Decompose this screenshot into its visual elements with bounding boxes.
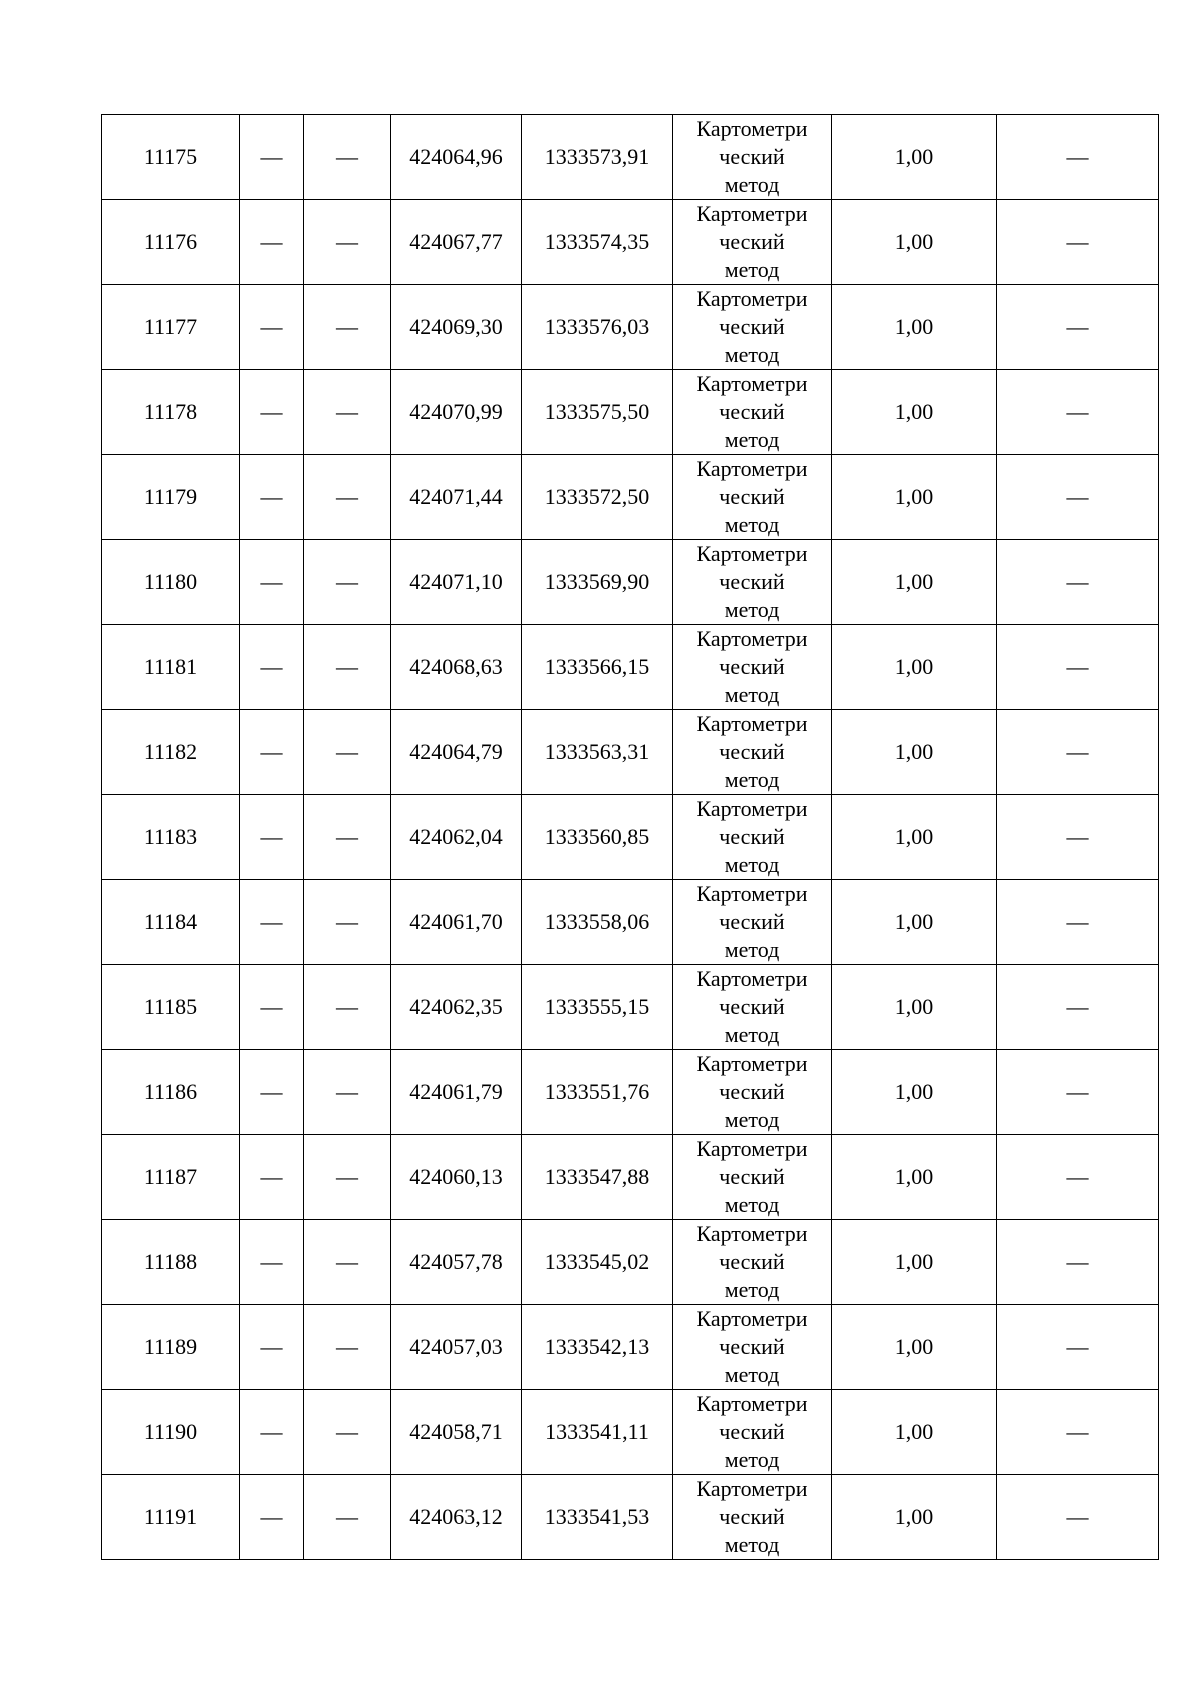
- y-coordinate-cell: 1333575,50: [522, 370, 673, 455]
- method-text-line: ческий: [719, 229, 785, 254]
- point-number-cell: 11186: [102, 1050, 240, 1135]
- y-coordinate-cell: 1333551,76: [522, 1050, 673, 1135]
- method-text-line: ческий: [719, 1164, 785, 1189]
- method-text-line: метод: [724, 1362, 780, 1387]
- accuracy-cell: 1,00: [832, 1475, 997, 1560]
- x-coordinate-cell: 424068,63: [391, 625, 522, 710]
- empty-value-cell: —: [240, 1390, 304, 1475]
- table-row: [102, 1305, 1159, 1390]
- accuracy-cell: 1,00: [832, 965, 997, 1050]
- method-text-line: ческий: [719, 484, 785, 509]
- table-row: [102, 965, 1159, 1050]
- description-cell: —: [997, 965, 1159, 1050]
- description-cell: —: [997, 1050, 1159, 1135]
- x-coordinate-cell: 424061,79: [391, 1050, 522, 1135]
- method-text-line: ческий: [719, 824, 785, 849]
- method-cell: [673, 1050, 832, 1135]
- method-text-line: Картометри: [696, 626, 808, 651]
- y-coordinate-cell: 1333573,91: [522, 115, 673, 200]
- description-cell: —: [997, 1135, 1159, 1220]
- empty-value-cell: —: [304, 1305, 391, 1390]
- empty-value-cell: —: [304, 1475, 391, 1560]
- method-text-line: Картометри: [696, 1136, 808, 1161]
- empty-value-cell: —: [240, 1050, 304, 1135]
- point-number-cell: 11189: [102, 1305, 240, 1390]
- empty-value-cell: —: [304, 540, 391, 625]
- description-cell: —: [997, 455, 1159, 540]
- y-coordinate-cell: 1333563,31: [522, 710, 673, 795]
- method-text-line: метод: [724, 767, 780, 792]
- x-coordinate-cell: 424057,03: [391, 1305, 522, 1390]
- method-cell: [673, 880, 832, 965]
- description-cell: —: [997, 370, 1159, 455]
- description-cell: —: [997, 795, 1159, 880]
- description-cell: —: [997, 1220, 1159, 1305]
- empty-value-cell: —: [304, 1390, 391, 1475]
- table-row: [102, 285, 1159, 370]
- method-text-line: ческий: [719, 569, 785, 594]
- method-cell: [673, 625, 832, 710]
- method-text-line: метод: [724, 1532, 780, 1557]
- method-text-line: Картометри: [696, 966, 808, 991]
- method-cell: [673, 1220, 832, 1305]
- method-text-line: Картометри: [696, 1391, 808, 1416]
- y-coordinate-cell: 1333541,53: [522, 1475, 673, 1560]
- table-row: [102, 1475, 1159, 1560]
- method-cell: [673, 1390, 832, 1475]
- empty-value-cell: —: [240, 115, 304, 200]
- x-coordinate-cell: 424063,12: [391, 1475, 522, 1560]
- point-number-cell: 11178: [102, 370, 240, 455]
- empty-value-cell: —: [240, 1135, 304, 1220]
- y-coordinate-cell: 1333545,02: [522, 1220, 673, 1305]
- method-text-line: ческий: [719, 1249, 785, 1274]
- accuracy-cell: 1,00: [832, 285, 997, 370]
- empty-value-cell: —: [304, 200, 391, 285]
- x-coordinate-cell: 424070,99: [391, 370, 522, 455]
- method-cell: [673, 795, 832, 880]
- point-number-cell: 11181: [102, 625, 240, 710]
- method-cell: [673, 1305, 832, 1390]
- method-text-line: метод: [724, 852, 780, 877]
- description-cell: —: [997, 880, 1159, 965]
- empty-value-cell: —: [240, 455, 304, 540]
- accuracy-cell: 1,00: [832, 625, 997, 710]
- empty-value-cell: —: [240, 965, 304, 1050]
- method-cell: [673, 1135, 832, 1220]
- point-number-cell: 11188: [102, 1220, 240, 1305]
- table-row: [102, 115, 1159, 200]
- table-row: [102, 370, 1159, 455]
- point-number-cell: 11182: [102, 710, 240, 795]
- method-text-line: метод: [724, 597, 780, 622]
- method-text-line: Картометри: [696, 711, 808, 736]
- x-coordinate-cell: 424062,04: [391, 795, 522, 880]
- description-cell: —: [997, 540, 1159, 625]
- document-page: [101, 114, 1158, 1560]
- y-coordinate-cell: 1333547,88: [522, 1135, 673, 1220]
- point-number-cell: 11179: [102, 455, 240, 540]
- y-coordinate-cell: 1333574,35: [522, 200, 673, 285]
- description-cell: —: [997, 1390, 1159, 1475]
- point-number-cell: 11190: [102, 1390, 240, 1475]
- point-number-cell: 11191: [102, 1475, 240, 1560]
- method-text-line: ческий: [719, 1504, 785, 1529]
- method-text-line: ческий: [719, 1334, 785, 1359]
- method-cell: [673, 965, 832, 1050]
- method-text-line: метод: [724, 1277, 780, 1302]
- point-number-cell: 11185: [102, 965, 240, 1050]
- x-coordinate-cell: 424064,79: [391, 710, 522, 795]
- y-coordinate-cell: 1333572,50: [522, 455, 673, 540]
- method-text-line: Картометри: [696, 456, 808, 481]
- x-coordinate-cell: 424067,77: [391, 200, 522, 285]
- accuracy-cell: 1,00: [832, 200, 997, 285]
- method-text-line: метод: [724, 1447, 780, 1472]
- method-text-line: ческий: [719, 1079, 785, 1104]
- method-text-line: Картометри: [696, 796, 808, 821]
- method-text-line: Картометри: [696, 1476, 808, 1501]
- coordinates-table: [101, 114, 1159, 1560]
- empty-value-cell: —: [240, 1475, 304, 1560]
- empty-value-cell: —: [304, 710, 391, 795]
- empty-value-cell: —: [240, 370, 304, 455]
- method-text-line: метод: [724, 937, 780, 962]
- description-cell: —: [997, 1305, 1159, 1390]
- x-coordinate-cell: 424071,10: [391, 540, 522, 625]
- method-text-line: метод: [724, 512, 780, 537]
- description-cell: —: [997, 710, 1159, 795]
- method-text-line: метод: [724, 1107, 780, 1132]
- empty-value-cell: —: [240, 880, 304, 965]
- method-text-line: метод: [724, 1192, 780, 1217]
- x-coordinate-cell: 424069,30: [391, 285, 522, 370]
- method-text-line: ческий: [719, 1419, 785, 1444]
- table-row: [102, 1135, 1159, 1220]
- method-text-line: ческий: [719, 909, 785, 934]
- x-coordinate-cell: 424057,78: [391, 1220, 522, 1305]
- empty-value-cell: —: [304, 1050, 391, 1135]
- accuracy-cell: 1,00: [832, 1050, 997, 1135]
- method-text-line: ческий: [719, 399, 785, 424]
- empty-value-cell: —: [240, 625, 304, 710]
- x-coordinate-cell: 424064,96: [391, 115, 522, 200]
- y-coordinate-cell: 1333555,15: [522, 965, 673, 1050]
- table-row: [102, 540, 1159, 625]
- method-text-line: ческий: [719, 994, 785, 1019]
- method-cell: [673, 455, 832, 540]
- empty-value-cell: —: [304, 285, 391, 370]
- method-text-line: метод: [724, 342, 780, 367]
- description-cell: —: [997, 625, 1159, 710]
- point-number-cell: 11180: [102, 540, 240, 625]
- method-text-line: Картометри: [696, 1306, 808, 1331]
- point-number-cell: 11176: [102, 200, 240, 285]
- table-row: [102, 455, 1159, 540]
- point-number-cell: 11187: [102, 1135, 240, 1220]
- method-text-line: ческий: [719, 654, 785, 679]
- accuracy-cell: 1,00: [832, 455, 997, 540]
- empty-value-cell: —: [304, 880, 391, 965]
- table-row: [102, 795, 1159, 880]
- table-row: [102, 1390, 1159, 1475]
- point-number-cell: 11177: [102, 285, 240, 370]
- accuracy-cell: 1,00: [832, 795, 997, 880]
- y-coordinate-cell: 1333558,06: [522, 880, 673, 965]
- method-cell: [673, 115, 832, 200]
- accuracy-cell: 1,00: [832, 115, 997, 200]
- accuracy-cell: 1,00: [832, 710, 997, 795]
- method-cell: [673, 1475, 832, 1560]
- empty-value-cell: —: [240, 1305, 304, 1390]
- method-cell: [673, 370, 832, 455]
- accuracy-cell: 1,00: [832, 880, 997, 965]
- method-text-line: Картометри: [696, 881, 808, 906]
- empty-value-cell: —: [304, 370, 391, 455]
- method-text-line: Картометри: [696, 201, 808, 226]
- empty-value-cell: —: [304, 625, 391, 710]
- empty-value-cell: —: [304, 965, 391, 1050]
- method-cell: [673, 285, 832, 370]
- method-cell: [673, 200, 832, 285]
- method-text-line: метод: [724, 257, 780, 282]
- empty-value-cell: —: [240, 540, 304, 625]
- x-coordinate-cell: 424061,70: [391, 880, 522, 965]
- point-number-cell: 11183: [102, 795, 240, 880]
- description-cell: —: [997, 200, 1159, 285]
- accuracy-cell: 1,00: [832, 1135, 997, 1220]
- x-coordinate-cell: 424062,35: [391, 965, 522, 1050]
- y-coordinate-cell: 1333569,90: [522, 540, 673, 625]
- point-number-cell: 11184: [102, 880, 240, 965]
- accuracy-cell: 1,00: [832, 1220, 997, 1305]
- y-coordinate-cell: 1333541,11: [522, 1390, 673, 1475]
- description-cell: —: [997, 1475, 1159, 1560]
- method-text-line: Картометри: [696, 541, 808, 566]
- description-cell: —: [997, 115, 1159, 200]
- empty-value-cell: —: [240, 1220, 304, 1305]
- x-coordinate-cell: 424071,44: [391, 455, 522, 540]
- accuracy-cell: 1,00: [832, 370, 997, 455]
- empty-value-cell: —: [304, 1220, 391, 1305]
- empty-value-cell: —: [304, 795, 391, 880]
- accuracy-cell: 1,00: [832, 1390, 997, 1475]
- y-coordinate-cell: 1333542,13: [522, 1305, 673, 1390]
- table-row: [102, 1220, 1159, 1305]
- y-coordinate-cell: 1333560,85: [522, 795, 673, 880]
- method-cell: [673, 710, 832, 795]
- method-text-line: Картометри: [696, 1221, 808, 1246]
- x-coordinate-cell: 424058,71: [391, 1390, 522, 1475]
- method-text-line: метод: [724, 172, 780, 197]
- method-text-line: метод: [724, 682, 780, 707]
- empty-value-cell: —: [304, 115, 391, 200]
- method-text-line: Картометри: [696, 1051, 808, 1076]
- table-row: [102, 710, 1159, 795]
- empty-value-cell: —: [240, 285, 304, 370]
- description-cell: —: [997, 285, 1159, 370]
- method-text-line: Картометри: [696, 286, 808, 311]
- y-coordinate-cell: 1333566,15: [522, 625, 673, 710]
- accuracy-cell: 1,00: [832, 540, 997, 625]
- method-text-line: метод: [724, 427, 780, 452]
- empty-value-cell: —: [304, 1135, 391, 1220]
- empty-value-cell: —: [240, 710, 304, 795]
- table-row: [102, 880, 1159, 965]
- method-text-line: ческий: [719, 144, 785, 169]
- empty-value-cell: —: [240, 200, 304, 285]
- table-row: [102, 1050, 1159, 1135]
- method-text-line: ческий: [719, 739, 785, 764]
- y-coordinate-cell: 1333576,03: [522, 285, 673, 370]
- method-text-line: Картометри: [696, 116, 808, 141]
- table-body: [102, 115, 1159, 1560]
- point-number-cell: 11175: [102, 115, 240, 200]
- method-text-line: ческий: [719, 314, 785, 339]
- table-row: [102, 200, 1159, 285]
- method-text-line: метод: [724, 1022, 780, 1047]
- method-text-line: Картометри: [696, 371, 808, 396]
- empty-value-cell: —: [304, 455, 391, 540]
- table-row: [102, 625, 1159, 710]
- accuracy-cell: 1,00: [832, 1305, 997, 1390]
- method-cell: [673, 540, 832, 625]
- empty-value-cell: —: [240, 795, 304, 880]
- x-coordinate-cell: 424060,13: [391, 1135, 522, 1220]
